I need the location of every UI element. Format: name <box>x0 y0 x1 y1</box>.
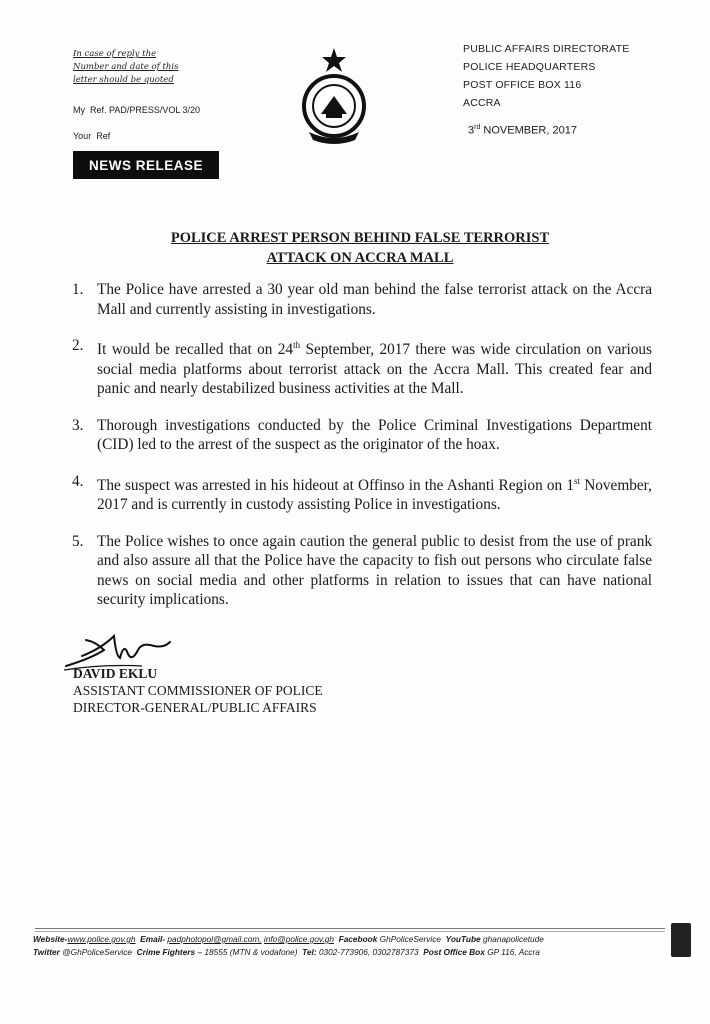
paragraph-number: 4. <box>72 472 84 490</box>
paragraph-item <box>72 416 652 455</box>
signatory-name: DAVID EKLU <box>73 666 158 681</box>
news-release-banner: NEWS RELEASE <box>73 151 219 179</box>
my-ref-value: Ref. PAD/PRESS/VOL 3/20 <box>90 105 201 115</box>
twitter-label: Twitter <box>33 947 60 957</box>
your-ref <box>73 123 200 149</box>
signatory-block <box>73 665 323 716</box>
ghana-police-crest-icon <box>293 44 375 144</box>
address-line: ACCRA <box>463 97 501 109</box>
facebook-handle: GhPoliceService <box>379 934 442 944</box>
reply-note-line: In case of reply the <box>73 49 157 59</box>
reply-note-line: Number and date of this <box>73 62 179 72</box>
paragraph-item <box>72 532 652 610</box>
youtube-label: YouTube <box>445 934 481 944</box>
headline <box>80 228 640 268</box>
pobox-value: GP 116, Accra <box>487 947 540 957</box>
headline-line: ATTACK ON ACCRA MALL <box>266 250 454 266</box>
paragraph-text-part: November, 2017 and is currently in custody assisting Police in investigations. <box>97 476 652 514</box>
pobox-label: Post Office Box <box>423 947 485 957</box>
reference-block <box>73 97 200 149</box>
website-label: Website- <box>33 934 68 944</box>
paragraph-text: Thorough investigations conducted by the Police Criminal Investigations Department (CID) led to the arrest of the suspect as the originator of the hoax. <box>97 416 652 454</box>
tel-label: Tel: <box>302 947 317 957</box>
tel-numbers: 0302-773906, 0302787373 <box>318 947 419 957</box>
my-ref <box>73 97 200 123</box>
paragraph-item <box>72 280 652 319</box>
paragraph-item <box>72 336 652 399</box>
headline-line: POLICE ARREST PERSON BEHIND FALSE TERRORIST <box>170 230 550 246</box>
crime-fighters-label: Crime Fighters <box>136 947 196 957</box>
your-ref-value: Ref <box>96 131 111 141</box>
facebook-label: Facebook <box>338 934 378 944</box>
reply-note-line: letter should be quoted <box>73 75 174 85</box>
reply-instruction-note <box>73 48 183 87</box>
paragraph-item <box>72 472 652 515</box>
paragraph-text-part: September, 2017 there was wide circulation on various social media platforms about terrorist attack on the Accra Mall. This created fear and panic and nearly destabilized business activities at the Mall. <box>97 341 652 398</box>
paragraph-text-part: The suspect was arrested in his hideout at Offinso in the Ashanti Region on 1 <box>97 476 575 494</box>
address-line: PUBLIC AFFAIRS DIRECTORATE <box>463 43 630 55</box>
footer-divider <box>35 931 665 932</box>
release-date <box>468 124 577 137</box>
footer-divider <box>35 928 665 929</box>
address-line: POST OFFICE BOX 116 <box>463 79 582 91</box>
paragraph-text: The Police have arrested a 30 year old man behind the false terrorist attack on the Accra Mall and currently assisting in investigations. <box>97 281 652 318</box>
ordinal-suffix: st <box>574 475 581 486</box>
date-day: 3 <box>468 124 475 137</box>
my-ref-label: My <box>73 105 85 115</box>
paragraph-number: 5. <box>72 532 84 550</box>
paragraph-text <box>97 472 652 515</box>
website-link[interactable]: www.police.gov.gh <box>67 934 136 944</box>
contact-footer <box>33 933 673 959</box>
address-line: POLICE HEADQUARTERS <box>463 61 596 73</box>
paragraph-text-part: It would be recalled that on 24 <box>97 341 294 359</box>
paragraph-number: 3. <box>72 416 84 434</box>
ordinal-suffix: th <box>293 340 301 350</box>
paragraph-number: 2. <box>72 337 84 354</box>
email-label: Email- <box>140 934 166 944</box>
paragraph-text: The Police wishes to once again caution the general public to desist from the use of prank and also assure all that the Police have the capacity to fish out persons who circulate false news on social media and other platforms in relation to issues that can have national security implications. <box>97 532 652 609</box>
address-block <box>463 40 629 112</box>
date-suffix: rd <box>474 124 481 131</box>
your-ref-label: Your <box>73 131 92 141</box>
page-corner-tab <box>671 923 691 957</box>
twitter-handle: @GhPoliceService <box>62 947 132 957</box>
youtube-handle: ghanapolicetude <box>482 934 544 944</box>
date-rest: NOVEMBER, 2017 <box>480 124 577 137</box>
release-paragraphs <box>72 280 652 627</box>
footer-line-1 <box>33 933 673 946</box>
crime-fighters-number: – 18555 (MTN & vodafone) <box>197 947 298 957</box>
signatory-title: ASSISTANT COMMISSIONER OF POLICE <box>73 683 323 698</box>
signatory-office: DIRECTOR-GENERAL/PUBLIC AFFAIRS <box>73 700 317 715</box>
email-link[interactable]: padphotopol@gmail.com, <box>167 934 262 944</box>
footer-line-2 <box>33 946 673 959</box>
email-link[interactable]: info@police.gov.gh <box>263 934 334 944</box>
paragraph-text <box>97 336 652 399</box>
paragraph-number: 1. <box>72 281 84 298</box>
